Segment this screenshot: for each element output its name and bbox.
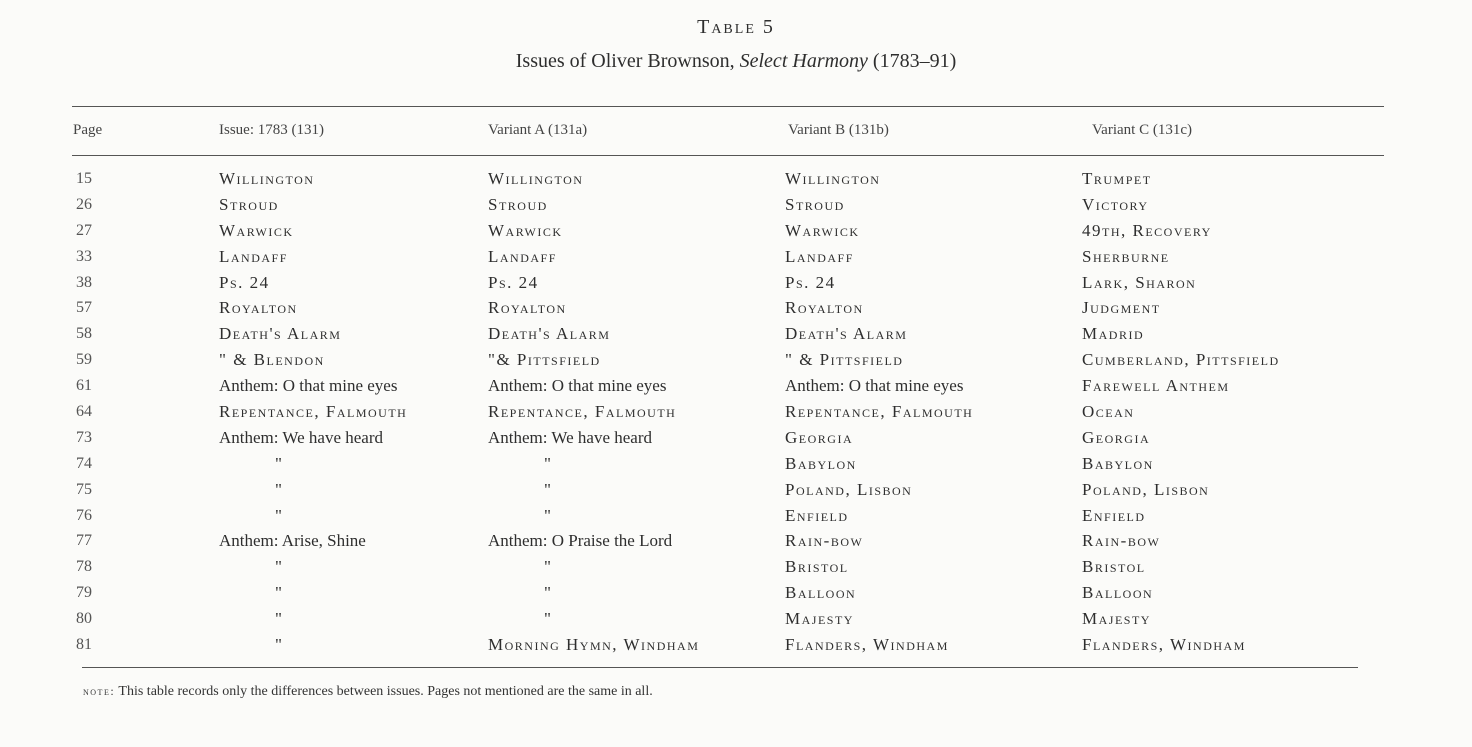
cell-variant-c: Enfield — [1082, 505, 1146, 525]
cell-variant-b: Bristol — [785, 557, 849, 577]
cell-issue: Royalton — [219, 298, 298, 318]
cell-variant-c: Rain-bow — [1082, 531, 1161, 551]
cell-variant-a: Repentance, Falmouth — [488, 402, 677, 422]
cell-issue: Landaff — [219, 246, 288, 266]
cell-variant-b: Balloon — [785, 583, 857, 603]
cell-variant-c: Balloon — [1082, 583, 1154, 603]
cell-variant-a: Anthem: O Praise the Lord — [488, 531, 673, 551]
cell-issue: " & Blendon — [219, 350, 325, 370]
cell-variant-b: Rain-bow — [785, 531, 864, 551]
cell-variant-c: Babylon — [1082, 453, 1154, 473]
cell-variant-b: Georgia — [785, 427, 854, 447]
cell-variant-b: Stroud — [785, 194, 845, 214]
cell-variant-c: Majesty — [1082, 609, 1151, 629]
cell-variant-a: Ps. 24 — [488, 272, 539, 292]
cell-variant-a: Anthem: O that mine eyes — [488, 376, 667, 396]
cell-variant-c: Lark, Sharon — [1082, 272, 1197, 292]
table-row — [0, 425, 1472, 451]
cell-variant-a: " — [544, 609, 551, 629]
table-row — [0, 321, 1472, 347]
header-rule — [72, 155, 1384, 156]
table-body — [0, 166, 1472, 658]
cell-variant-b: Anthem: O that mine eyes — [785, 376, 964, 396]
cell-variant-b: Majesty — [785, 609, 854, 629]
cell-variant-a: Death's Alarm — [488, 324, 611, 344]
cell-issue: " — [275, 583, 282, 603]
cell-variant-c: Bristol — [1082, 557, 1146, 577]
title-work: Select Harmony — [739, 50, 868, 72]
note-text: This table records only the differences between issues. Pages not mentioned are the same in all. — [115, 684, 653, 699]
cell-page: 58 — [76, 325, 92, 343]
cell-issue: Death's Alarm — [219, 324, 342, 344]
cell-variant-c: Farewell Anthem — [1082, 376, 1230, 396]
cell-variant-a: Anthem: We have heard — [488, 427, 653, 447]
cell-page: 75 — [76, 480, 92, 498]
cell-variant-b: Landaff — [785, 246, 854, 266]
cell-variant-a: " — [544, 583, 551, 603]
table-row — [0, 218, 1472, 244]
cell-issue: " — [275, 557, 282, 577]
cell-variant-c: Georgia — [1082, 427, 1151, 447]
table-row — [0, 528, 1472, 554]
cell-issue: Anthem: Arise, Shine — [219, 531, 366, 551]
header-variant-b: Variant B (131b) — [788, 122, 889, 138]
cell-issue: " — [275, 609, 282, 629]
cell-issue: " — [275, 505, 282, 525]
cell-issue: Willington — [219, 169, 315, 188]
cell-page: 76 — [76, 506, 92, 524]
table-row — [0, 166, 1472, 192]
cell-page: 59 — [76, 351, 92, 369]
cell-page: 64 — [76, 403, 92, 421]
cell-page: 61 — [76, 377, 92, 395]
cell-variant-b: Warwick — [785, 220, 860, 240]
cell-page: 27 — [76, 221, 92, 239]
cell-issue: Repentance, Falmouth — [219, 402, 408, 422]
cell-variant-c: Cumberland, Pittsfield — [1082, 350, 1280, 370]
table-label: Table 5 — [697, 16, 775, 38]
table-row — [0, 399, 1472, 425]
table-row — [0, 244, 1472, 270]
title-suffix: (1783–91) — [867, 50, 957, 72]
cell-variant-a: Landaff — [488, 246, 557, 266]
table-row — [0, 192, 1472, 218]
cell-variant-c: Trumpet — [1082, 169, 1152, 188]
cell-variant-c: Sherburne — [1082, 246, 1170, 266]
cell-variant-c: Judgment — [1082, 298, 1161, 318]
cell-variant-c: Victory — [1082, 194, 1149, 214]
cell-page: 81 — [76, 636, 92, 654]
cell-variant-b: Death's Alarm — [785, 324, 908, 344]
cell-variant-b: Willington — [785, 169, 881, 188]
cell-variant-c: 49th, Recovery — [1082, 220, 1212, 240]
table-row — [0, 451, 1472, 477]
table-row — [0, 606, 1472, 632]
cell-page: 77 — [76, 532, 92, 550]
bottom-rule — [82, 667, 1358, 668]
cell-page: 57 — [76, 299, 92, 317]
cell-page: 79 — [76, 584, 92, 602]
cell-issue: Ps. 24 — [219, 272, 270, 292]
cell-variant-a: Royalton — [488, 298, 567, 318]
cell-variant-b: " & Pittsfield — [785, 350, 904, 370]
cell-variant-a: Warwick — [488, 220, 563, 240]
top-rule — [72, 106, 1384, 107]
table-note — [83, 684, 653, 700]
header-page: Page — [73, 122, 103, 138]
table-row — [0, 554, 1472, 580]
cell-variant-c: Flanders, Windham — [1082, 635, 1246, 655]
cell-variant-a: Stroud — [488, 194, 548, 214]
table-row — [0, 580, 1472, 606]
table-row — [0, 295, 1472, 321]
cell-variant-b: Ps. 24 — [785, 272, 836, 292]
cell-page: 80 — [76, 610, 92, 628]
cell-page: 73 — [76, 428, 92, 446]
cell-issue: Anthem: We have heard — [219, 427, 384, 447]
table-row — [0, 477, 1472, 503]
cell-issue: Warwick — [219, 220, 294, 240]
cell-variant-a: " — [544, 557, 551, 577]
header-variant-c: Variant C (131c) — [1092, 122, 1192, 138]
cell-issue: " — [275, 635, 282, 655]
cell-variant-b: Royalton — [785, 298, 864, 318]
cell-variant-a: Willington — [488, 169, 584, 188]
table-row — [0, 347, 1472, 373]
cell-page: 33 — [76, 247, 92, 265]
header-issue: Issue: 1783 (131) — [219, 122, 324, 138]
cell-variant-c: Madrid — [1082, 324, 1145, 344]
cell-issue: " — [275, 453, 282, 473]
cell-page: 26 — [76, 195, 92, 213]
table-row — [0, 373, 1472, 399]
cell-variant-c: Ocean — [1082, 402, 1135, 422]
table-title — [0, 50, 1472, 73]
note-label: note: — [83, 684, 116, 698]
cell-issue: " — [275, 479, 282, 499]
table-row — [0, 632, 1472, 658]
cell-page: 38 — [76, 273, 92, 291]
cell-page: 78 — [76, 558, 92, 576]
cell-variant-a: " — [544, 479, 551, 499]
header-variant-a: Variant A (131a) — [488, 122, 588, 138]
cell-variant-b: Repentance, Falmouth — [785, 402, 974, 422]
cell-variant-a: Morning Hymn, Windham — [488, 635, 700, 655]
cell-issue: Anthem: O that mine eyes — [219, 376, 398, 396]
cell-variant-a: "& Pittsfield — [488, 350, 601, 370]
cell-variant-b: Poland, Lisbon — [785, 479, 913, 499]
cell-variant-a: " — [544, 505, 551, 525]
cell-page: 74 — [76, 454, 92, 472]
title-prefix: Issues of Oliver Brownson, — [515, 50, 740, 72]
cell-page: 15 — [76, 170, 92, 187]
table-row — [0, 503, 1472, 529]
cell-variant-b: Enfield — [785, 505, 849, 525]
cell-variant-c: Poland, Lisbon — [1082, 479, 1210, 499]
table-row — [0, 270, 1472, 296]
cell-issue: Stroud — [219, 194, 279, 214]
cell-variant-b: Flanders, Windham — [785, 635, 949, 655]
cell-variant-a: " — [544, 453, 551, 473]
cell-variant-b: Babylon — [785, 453, 857, 473]
